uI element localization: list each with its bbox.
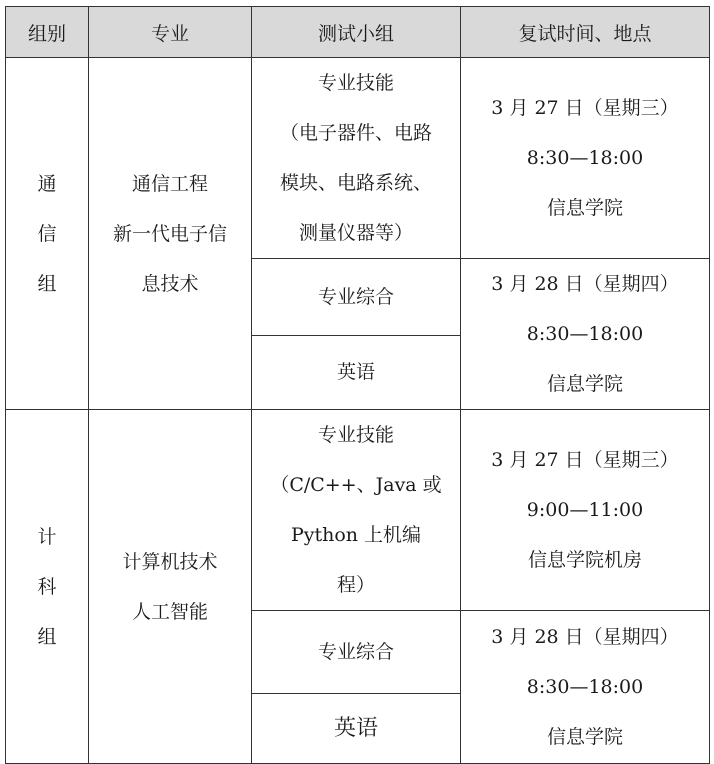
schedule-date: 3 月 28 日（星期四） — [491, 273, 679, 295]
schedule-time: 9:00—11:00 — [526, 499, 644, 521]
schedule-time: 8:30—18:00 — [526, 323, 644, 345]
test-line: 专业综合 — [317, 641, 394, 663]
major-cell — [89, 410, 252, 764]
group-name-cell — [6, 58, 89, 410]
group-name-char: 计 — [37, 525, 57, 548]
schedule-date: 3 月 27 日（星期三） — [491, 449, 679, 471]
header-row — [6, 7, 710, 58]
test-cell — [252, 611, 461, 694]
test-line: 模块、电路系统、 — [279, 172, 432, 194]
schedule-date: 3 月 27 日（星期三） — [491, 97, 679, 119]
group-name-char: 通 — [37, 172, 57, 195]
major-line: 人工智能 — [131, 600, 208, 623]
schedule-cell — [461, 58, 710, 259]
major-cell — [89, 58, 252, 410]
major-line: 计算机技术 — [122, 550, 218, 573]
table-row — [6, 58, 710, 259]
schedule-location: 信息学院 — [546, 373, 623, 395]
schedule-cell — [461, 410, 710, 611]
group-name-char: 科 — [37, 575, 57, 598]
header-major: 专业 — [89, 7, 252, 58]
schedule-time: 8:30—18:00 — [526, 147, 644, 169]
test-line: 专业技能 — [317, 72, 394, 94]
test-line: （电子器件、电路 — [279, 122, 432, 144]
group-name-cell — [6, 410, 89, 764]
test-line: 专业综合 — [317, 285, 394, 308]
test-line: （C/C++、Java 或 — [270, 474, 442, 496]
group-name-char: 组 — [37, 272, 57, 295]
schedule-location: 信息学院机房 — [527, 549, 642, 571]
major-line: 通信工程 — [131, 172, 208, 195]
test-cell — [252, 58, 461, 259]
header-group: 组别 — [6, 7, 89, 58]
test-line: Python 上机编 — [290, 524, 422, 546]
test-cell — [252, 335, 461, 410]
major-line: 新一代电子信 — [112, 222, 227, 245]
schedule-cell — [461, 611, 710, 764]
test-line: 程） — [336, 574, 375, 596]
test-line: 英语 — [333, 715, 378, 741]
schedule-table — [5, 6, 710, 764]
schedule-location: 信息学院 — [546, 726, 623, 748]
schedule-time: 8:30—18:00 — [526, 676, 644, 698]
header-test-group: 测试小组 — [252, 7, 461, 58]
test-cell — [252, 259, 461, 336]
schedule-cell — [461, 259, 710, 410]
schedule-date: 3 月 28 日（星期四） — [491, 626, 679, 648]
schedule-location: 信息学院 — [546, 197, 623, 219]
test-line: 英语 — [336, 361, 375, 384]
major-line: 息技术 — [141, 272, 199, 295]
table-row — [6, 410, 710, 611]
group-name-char: 组 — [37, 625, 57, 648]
test-line: 测量仪器等） — [298, 222, 413, 244]
test-line: 专业技能 — [317, 424, 394, 446]
test-cell — [252, 410, 461, 611]
header-time-location: 复试时间、地点 — [461, 7, 710, 58]
test-cell — [252, 694, 461, 764]
group-name-char: 信 — [37, 222, 57, 245]
